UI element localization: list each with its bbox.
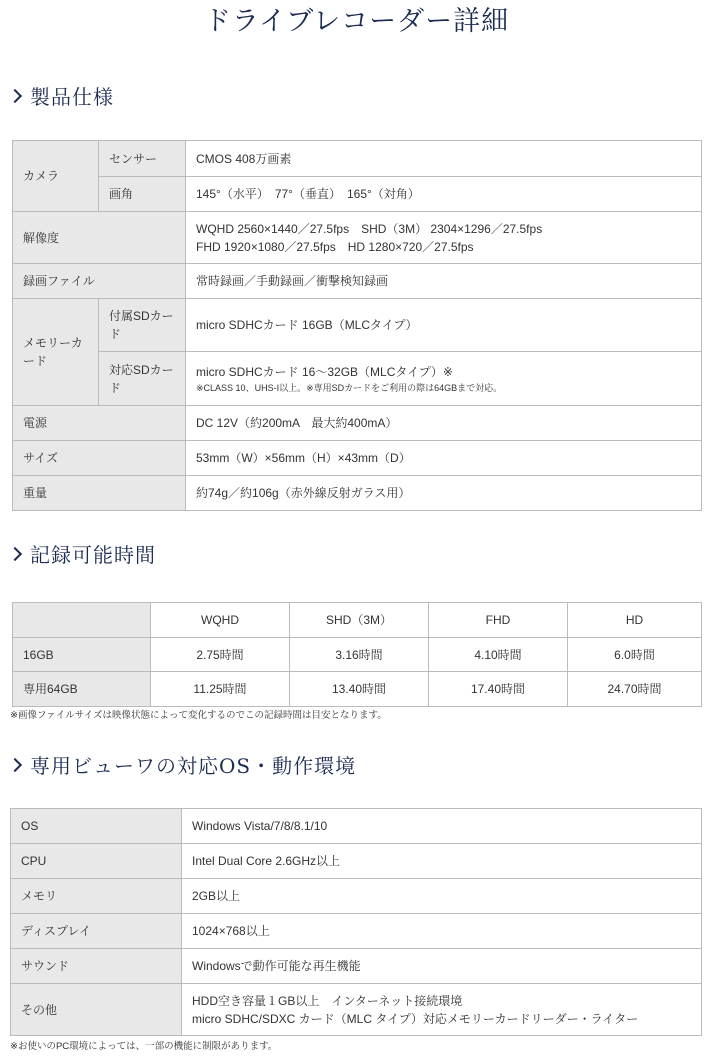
- row-value: 145°（水平） 77°（垂直） 165°（対角）: [186, 177, 702, 212]
- res-line: FHD 1920×1080／27.5fps HD 1280×720／27.5fps: [196, 239, 474, 254]
- row-label: 録画ファイル: [13, 264, 186, 299]
- row-value: Intel Dual Core 2.6GHz以上: [182, 844, 702, 879]
- value-line: HDD空き容量１GB以上 インターネット接続環境: [192, 993, 463, 1008]
- row-value: 常時録画／手動録画／衝撃検知録画: [186, 264, 702, 299]
- table-row: [11, 844, 702, 879]
- spec-table: [12, 140, 702, 511]
- cell: 2.75時間: [151, 638, 290, 672]
- row-label: 重量: [13, 476, 186, 511]
- row-label: サウンド: [11, 949, 182, 984]
- column-header: HD: [568, 603, 702, 638]
- cell: 11.25時間: [151, 672, 290, 707]
- row-value: 約74g／約106g（赤外線反射ガラス用）: [186, 476, 702, 511]
- section-heading-spec: [8, 83, 114, 111]
- table-row: [11, 984, 702, 1036]
- sup-note: ※CLASS 10、UHS-I以上。※専用SDカードをご利用の際は64GBまで対応。: [196, 382, 503, 393]
- chevron-right-icon: [8, 758, 22, 772]
- row-label: CPU: [11, 844, 182, 879]
- row-value: DC 12V（約200mA 最大約400mA）: [186, 406, 702, 441]
- row-label: 16GB: [13, 638, 151, 672]
- table-row: [11, 949, 702, 984]
- table-row: [13, 672, 702, 707]
- row-value: [186, 352, 702, 406]
- cell: 24.70時間: [568, 672, 702, 707]
- column-header: SHD（3M）: [290, 603, 429, 638]
- row-value: 53mm（W）×56mm（H）×43mm（D）: [186, 441, 702, 476]
- res-line: WQHD 2560×1440／27.5fps SHD（3M） 2304×1296／27.5fps: [196, 221, 543, 236]
- cell: 3.16時間: [290, 638, 429, 672]
- cell: 4.10時間: [429, 638, 568, 672]
- row-label: 電源: [13, 406, 186, 441]
- row-value: [186, 212, 702, 264]
- cell: 17.40時間: [429, 672, 568, 707]
- row-label: その他: [11, 984, 182, 1036]
- row-value: 1024×768以上: [182, 914, 702, 949]
- sup-value: micro SDHCカード 16～32GB（MLCタイプ）※: [196, 364, 453, 379]
- rec-time-note: ※画像ファイルサイズは映像状態によって変化するのでこの記録時間は目安となります。: [10, 710, 387, 721]
- corner-cell: [13, 603, 151, 638]
- column-header: FHD: [429, 603, 568, 638]
- row-value: micro SDHCカード 16GB（MLCタイプ）: [186, 299, 702, 352]
- row-label: 解像度: [13, 212, 186, 264]
- row-value: [182, 984, 702, 1036]
- value-line: micro SDHC/SDXC カード（MLC タイプ）対応メモリーカードリーダー・ライター: [192, 1011, 639, 1026]
- row-value: Windowsで動作可能な再生機能: [182, 949, 702, 984]
- row-sublabel: センサー: [99, 141, 186, 177]
- row-value: Windows Vista/7/8/8.1/10: [182, 809, 702, 844]
- column-header: WQHD: [151, 603, 290, 638]
- cell: 6.0時間: [568, 638, 702, 672]
- chevron-right-icon: [8, 547, 22, 561]
- section-heading-env: [8, 752, 356, 780]
- table-row: [11, 914, 702, 949]
- heading-text: 記録可能時間: [30, 543, 156, 567]
- chevron-right-icon: [8, 89, 22, 103]
- cell: 13.40時間: [290, 672, 429, 707]
- table-row: [13, 638, 702, 672]
- heading-text: 製品仕様: [30, 85, 114, 109]
- row-sublabel: 付属SDカード: [99, 299, 186, 352]
- row-label: OS: [11, 809, 182, 844]
- heading-text: 専用ビューワの対応OS・動作環境: [30, 754, 357, 778]
- rec-time-table: [12, 602, 702, 707]
- table-row: [11, 809, 702, 844]
- row-sublabel: 対応SDカード: [99, 352, 186, 406]
- row-label: カメラ: [13, 141, 99, 212]
- row-label: メモリ: [11, 879, 182, 914]
- table-row: [11, 879, 702, 914]
- row-value: 2GB以上: [182, 879, 702, 914]
- page-title: ドライブレコーダー詳細: [203, 6, 510, 37]
- row-label: メモリーカード: [13, 299, 99, 406]
- env-note: ※お使いのPC環境によっては、一部の機能に制限があります。: [10, 1041, 278, 1052]
- row-sublabel: 画角: [99, 177, 186, 212]
- row-label: 専用64GB: [13, 672, 151, 707]
- row-value: CMOS 408万画素: [186, 141, 702, 177]
- row-label: サイズ: [13, 441, 186, 476]
- row-label: ディスプレイ: [11, 914, 182, 949]
- section-heading-rec-time: [8, 541, 156, 569]
- env-table: [10, 808, 702, 1036]
